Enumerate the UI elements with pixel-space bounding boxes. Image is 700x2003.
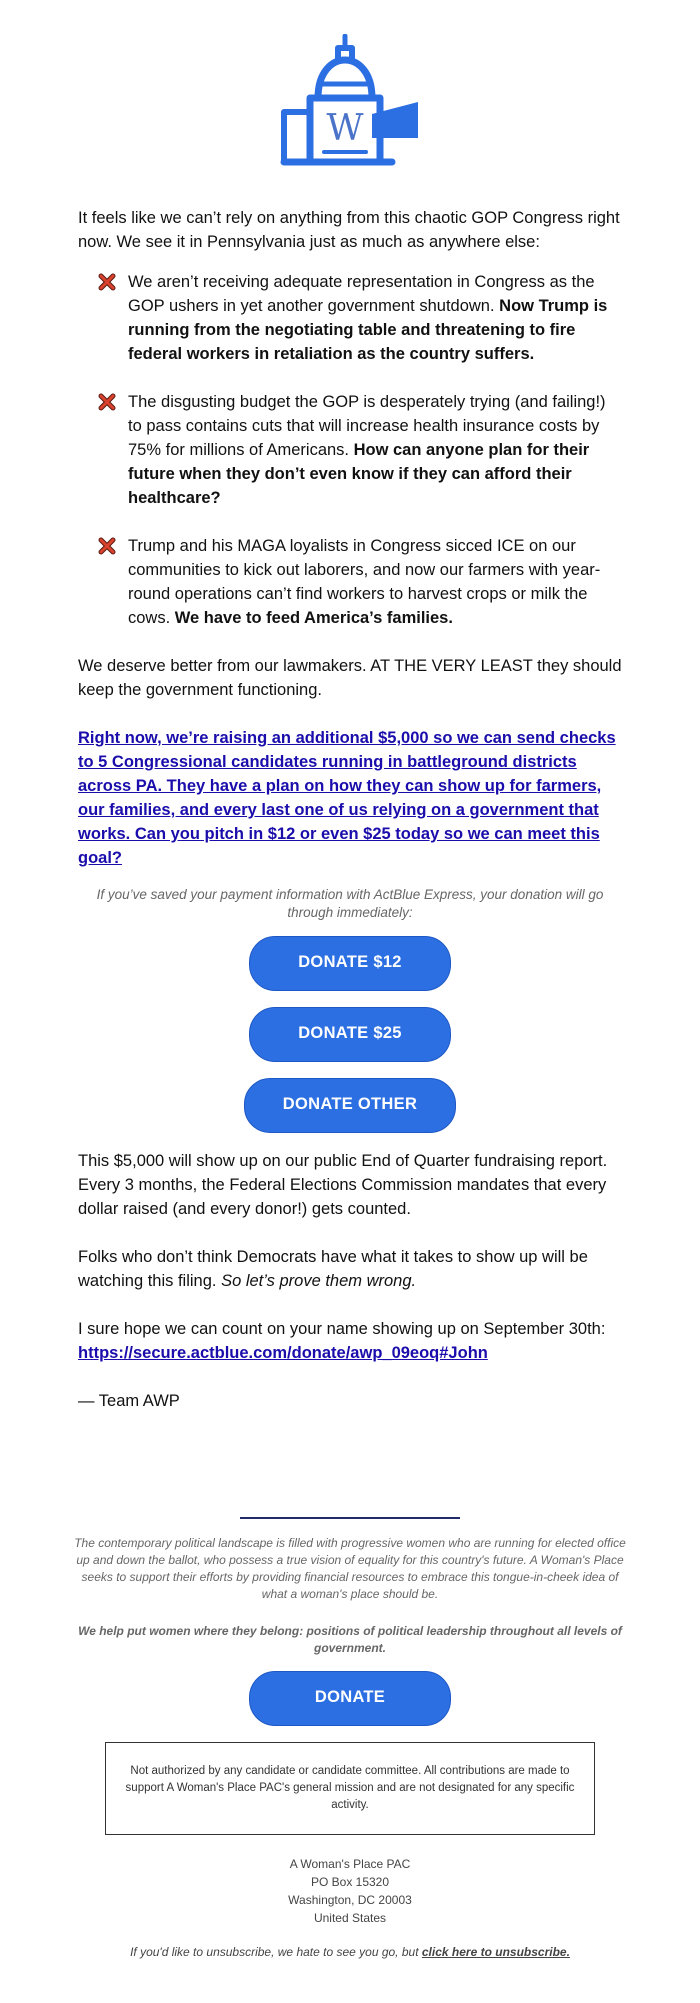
header-logo [0,0,700,184]
red-x-icon [98,273,116,291]
capitol-logo-icon [280,34,420,174]
donation-ask-link[interactable]: Right now, we’re raising an additional $5,000 so we can send checks to 5 Congressional candidates running in battleground districts across PA. They have a plan on how they can show up for farmers, our families, and every last one of us relying on a government that works. Can you pitch in $12 or even $25 today so we can meet this goal? [78,729,616,867]
bullet-text: The disgusting budget the GOP is desperately trying (and failing!) to pass contains cuts that will increase health insurance costs by 75% for millions of Americans. [128,393,606,459]
bullet-text: Trump and his MAGA loyalists in Congress sicced ICE on our communities to kick out laborers, and now our farmers with year-round operations can’t find workers to harvest crops or milk the cows. [128,537,601,627]
logo-letter: W [326,108,364,149]
hope-paragraph [78,1317,622,1365]
red-x-icon [98,537,116,555]
mission-statement: The contemporary political landscape is filled with progressive women who are running for elected office up and down the ballot, who possess a true vision of equality for this country's future. A Woman's Place seeks to support their efforts by providing financial resources to embrace this tongue-in-cheek idea of what a woman's place should be. [74,1536,626,1601]
hope-text: I sure hope we can count on your name showing up on September 30th: [78,1320,606,1338]
list-item [98,390,622,510]
red-x-icon [98,393,116,411]
unsubscribe-link[interactable]: click here to unsubscribe. [421,1945,570,1959]
email-body [78,206,622,1413]
intro-paragraph: It feels like we can’t rely on anything from this chaotic GOP Congress right now. We see it in Pennsylvania just as much as anywhere else: [78,209,620,251]
bullet-bold-text: How can anyone plan for their future when they don’t even know if they can afford their healthcare? [128,441,590,507]
bullet-bold-text: We have to feed America’s families. [174,609,453,627]
folks-text: Folks who don’t think Democrats have what it takes to show up will be watching this filing. [78,1248,588,1290]
bullet-text: We aren’t receiving adequate representation in Congress as the GOP ushers in yet another government shutdown. [128,273,595,315]
footer-divider [240,1517,460,1519]
tagline: We help put women where they belong: positions of political leadership throughout all levels of government. [78,1624,622,1655]
donate-12-button[interactable]: DONATE $12 [249,936,451,991]
donate-url-link[interactable]: https://secure.actblue.com/donate/awp_09eoq#John [78,1344,488,1362]
footer [70,1535,630,1657]
signoff: — Team AWP [78,1392,180,1410]
disclaimer-box: Not authorized by any candidate or candidate committee. All contributions are made to support A Woman's Place PAC's general mission and are not designated for any specific activity. [105,1742,595,1835]
folks-italic-text: So let’s prove them wrong. [221,1272,417,1290]
actblue-express-note: If you’ve saved your payment information with ActBlue Express, your donation will go through immediately: [96,887,604,920]
issue-list [78,270,622,630]
address-po-box: PO Box 15320 [310,1875,390,1889]
bullet-bold-text: Now Trump is running from the negotiating table and threatening to fire federal workers in retaliation as the country suffers. [128,297,608,363]
unsubscribe-line [0,1945,700,1959]
list-item [98,270,622,366]
donate-other-button[interactable]: DONATE OTHER [244,1078,456,1133]
address-country: United States [313,1911,387,1925]
folks-paragraph [78,1245,622,1293]
donate-buttons [78,936,622,1133]
donate-25-button[interactable]: DONATE $25 [249,1007,451,1062]
footer-donate-button[interactable]: DONATE [249,1671,451,1726]
deserve-paragraph: We deserve better from our lawmakers. AT THE VERY LEAST they should keep the government functioning. [78,657,622,699]
address-org: A Woman's Place PAC [289,1857,411,1871]
address-city: Washington, DC 20003 [288,1893,412,1907]
mailing-address [0,1855,700,1927]
report-paragraph: This $5,000 will show up on our public End of Quarter fundraising report. Every 3 months, the Federal Elections Commission mandates that every dollar raised (and every donor!) gets counted. [78,1152,608,1218]
list-item [98,534,622,630]
unsubscribe-text: If you'd like to unsubscribe, we hate to see you go, but [130,1945,422,1959]
